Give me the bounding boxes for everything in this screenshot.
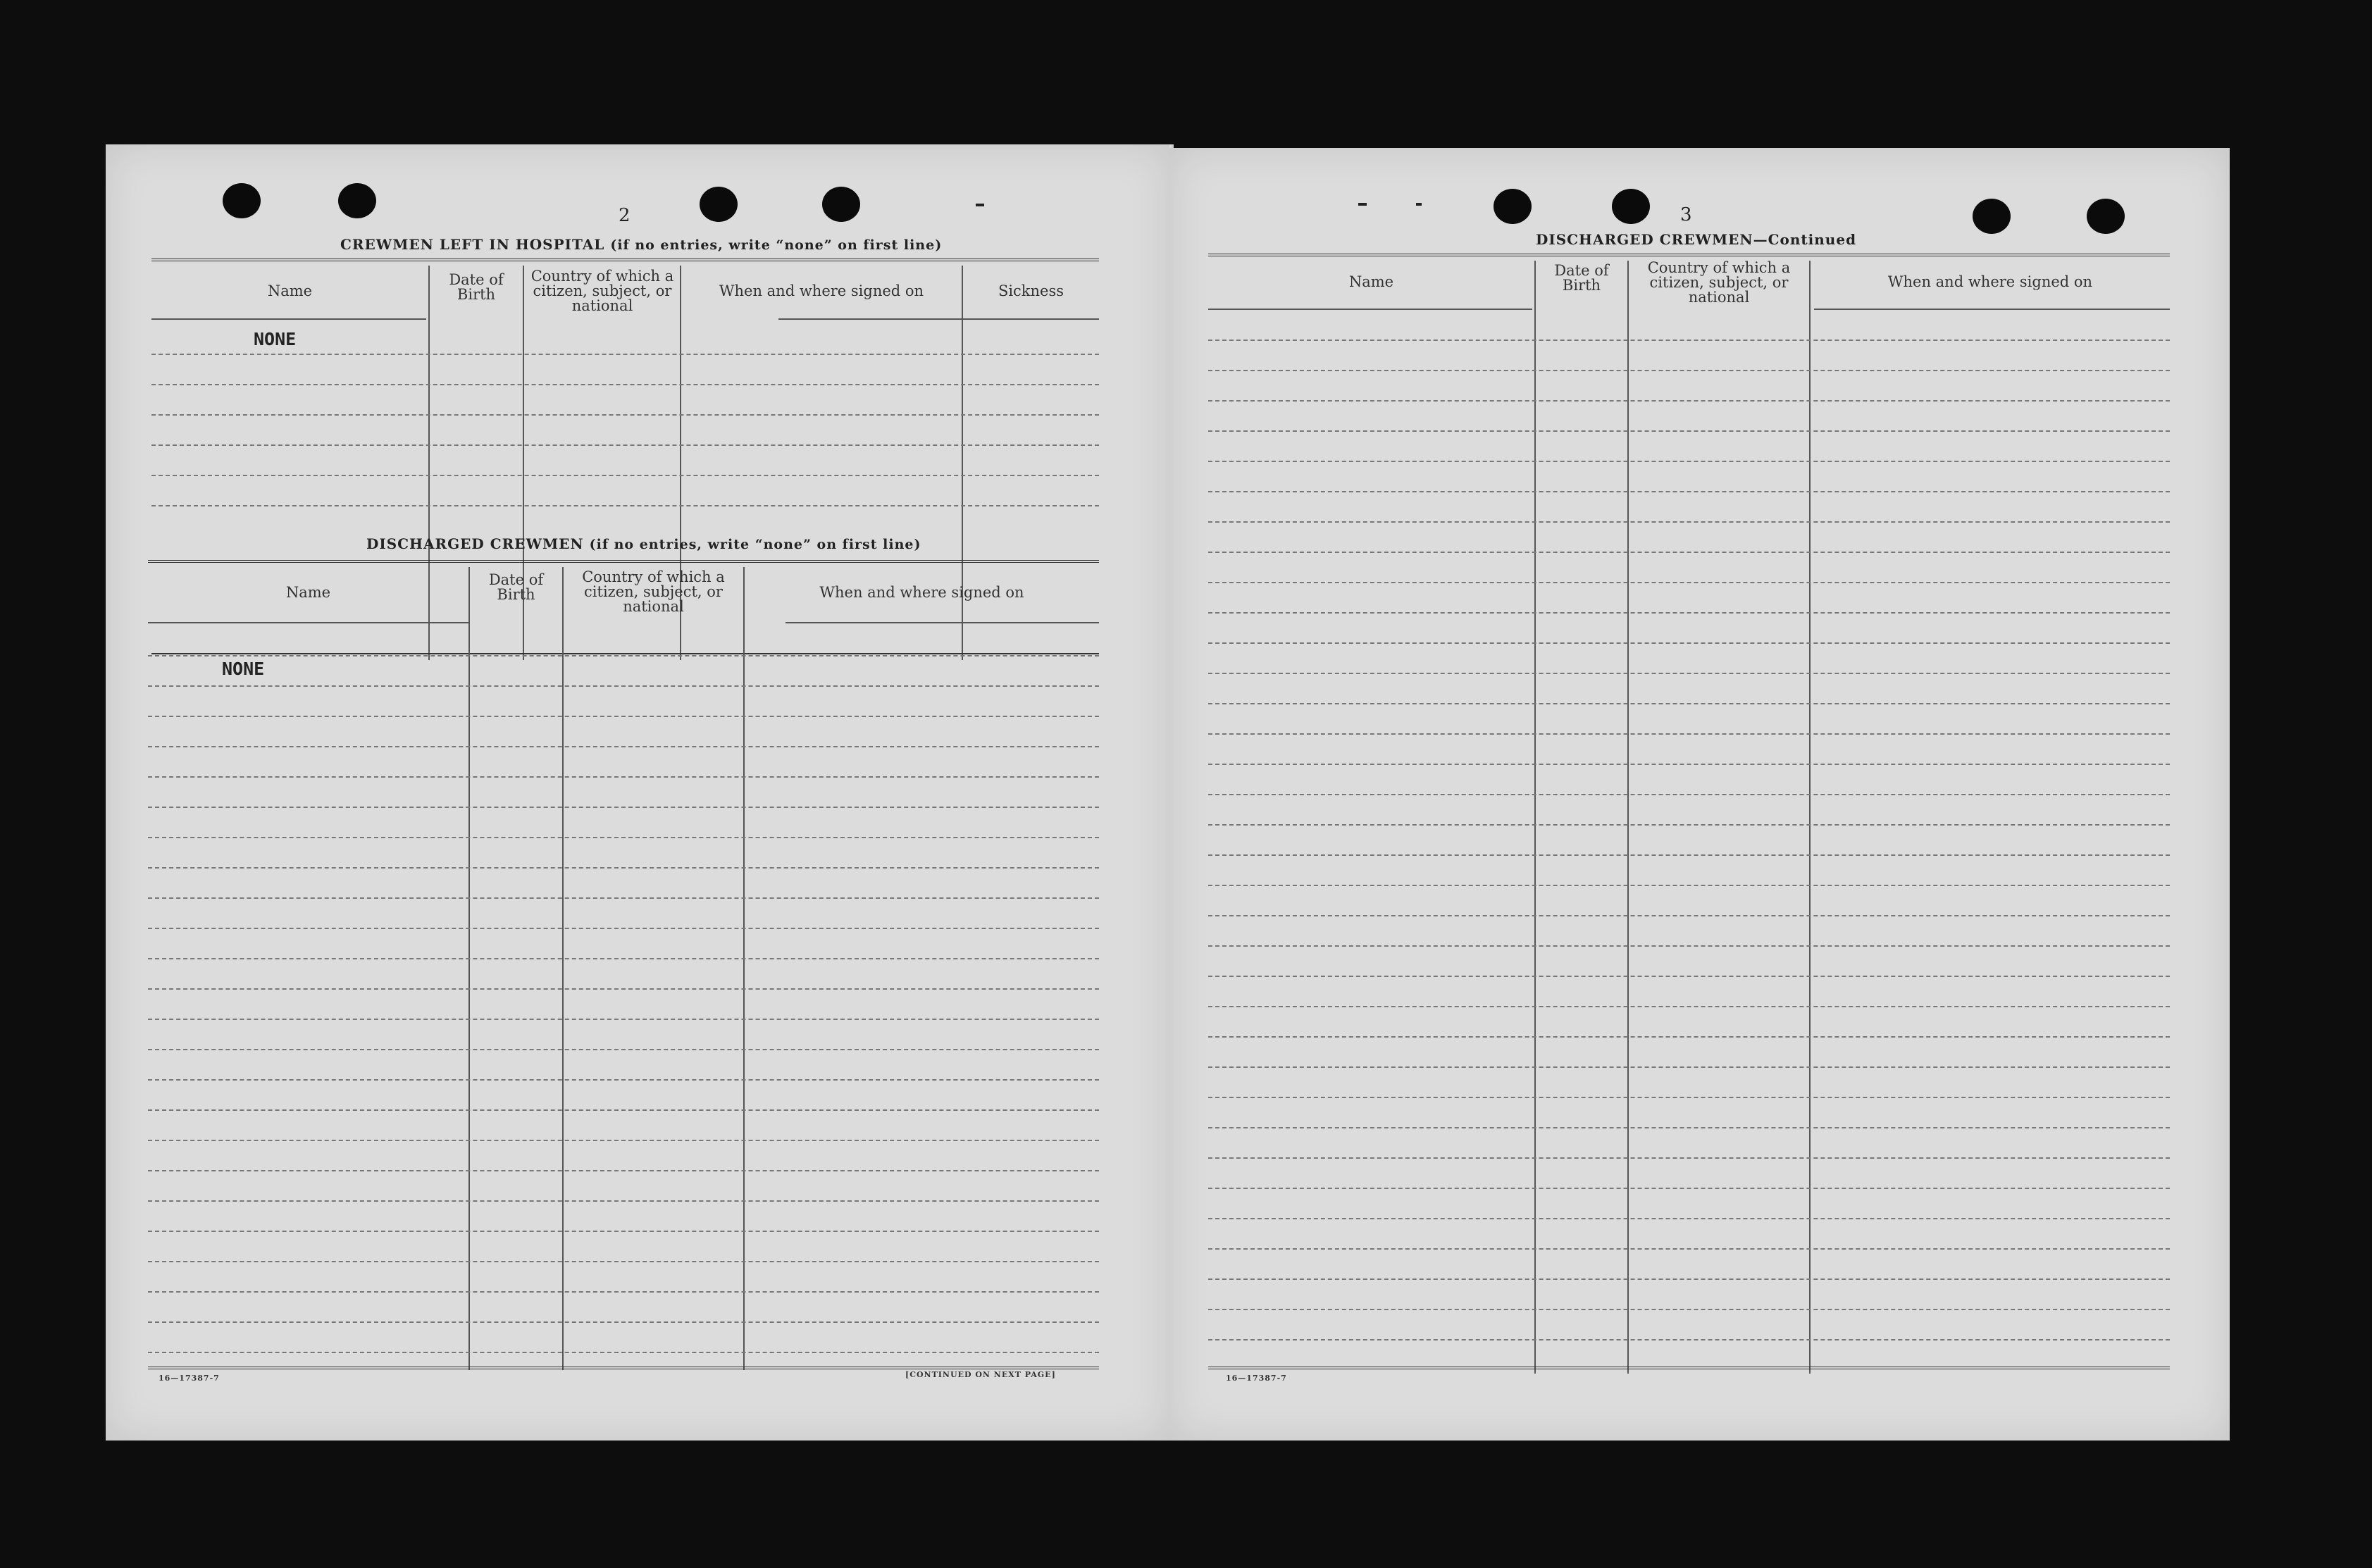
- col-header-date-of-birth: Date of Birth: [488, 571, 544, 603]
- hospital-entry-name: NONE: [254, 329, 297, 349]
- continued-note: [CONTINUED ON NEXT PAGE]: [905, 1370, 1056, 1379]
- col-header-country: Country of which a citizen, subject, or national: [582, 568, 725, 615]
- punch-hole-icon: [1973, 199, 2011, 234]
- col-header-name: Name: [267, 282, 313, 299]
- discharged-continued-title: DISCHARGED CREWMEN—Continued: [1536, 231, 1857, 248]
- col-header-date-of-birth: Date of Birth: [1554, 262, 1609, 294]
- punch-hole-icon: [1612, 189, 1650, 224]
- discharged-table: [148, 560, 1099, 1370]
- form-number: 16—17387-7: [159, 1374, 220, 1383]
- page-number: 3: [1680, 204, 1692, 225]
- col-header-country: Country of which a citizen, subject, or national: [530, 268, 674, 314]
- discharged-section-title: DISCHARGED CREWMEN (if no entries, write “none” on first line): [366, 535, 921, 552]
- punch-hole-icon: [700, 187, 738, 222]
- col-header-name: Name: [1348, 273, 1394, 290]
- printer-mark: [1416, 203, 1422, 206]
- punch-hole-icon: [223, 183, 261, 218]
- punch-hole-icon: [2087, 199, 2125, 234]
- col-header-country: Country of which a citizen, subject, or national: [1647, 259, 1791, 306]
- col-header-signed-on: When and where signed on: [719, 282, 924, 299]
- form-number: 16—17387-7: [1226, 1374, 1287, 1383]
- col-header-date-of-birth: Date of Birth: [449, 271, 504, 303]
- punch-hole-icon: [1494, 189, 1532, 224]
- right-page: [1169, 148, 2230, 1441]
- col-header-signed-on: When and where signed on: [1887, 273, 2093, 290]
- col-header-name: Name: [285, 584, 331, 601]
- page-number: 2: [619, 205, 631, 226]
- col-header-sickness: Sickness: [998, 282, 1064, 299]
- discharged-entry-name: NONE: [222, 659, 265, 679]
- printer-mark: [1358, 203, 1367, 206]
- punch-hole-icon: [338, 183, 376, 218]
- discharged-continued-table: [1208, 254, 2170, 1374]
- printer-mark: [976, 204, 984, 206]
- punch-hole-icon: [822, 187, 860, 222]
- hospital-section-title: CREWMEN LEFT IN HOSPITAL (if no entries, write “none” on first line): [340, 236, 943, 253]
- col-header-signed-on: When and where signed on: [819, 584, 1024, 601]
- left-page: [106, 144, 1169, 1441]
